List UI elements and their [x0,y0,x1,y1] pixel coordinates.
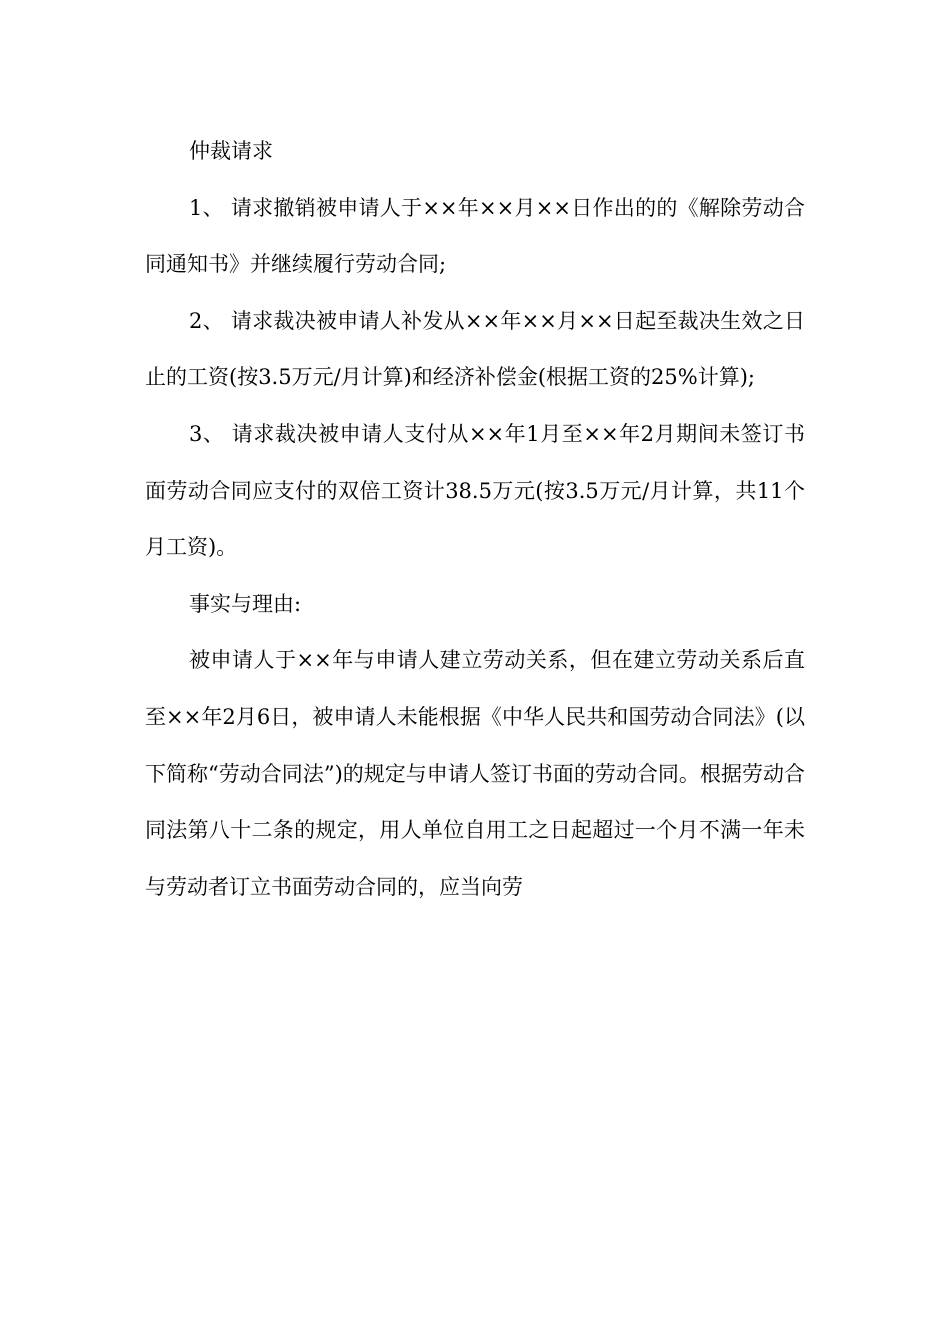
section-heading-arbitration-requests: 仲裁请求 [189,139,273,163]
document-body [145,123,805,915]
request-item-2: 2、 请求裁决被申请人补发从××年××月××日起至裁决生效之日止的工资(按3.5万元/月计算)和经济补偿金(根据工资的25%计算); [145,308,805,390]
request-item-3: 3、 请求裁决被申请人支付从××年1月至××年2月期间未签订书面劳动合同应支付的双倍工资计38.5万元(按3.5万元/月计算，共11个月工资)。 [145,421,805,560]
section-heading-facts-and-reasons: 事实与理由: [189,591,302,616]
facts-paragraph: 被申请人于××年与申请人建立劳动关系，但在建立劳动关系后直至××年2月6日，被申请人未能根据《中华人民共和国劳动合同法》(以下简称“劳动合同法”)的规定与申请人签订书面的劳动合同。根据劳动合同法第八十二条的规定，用人单位自用工之日起超过一个月不满一年未与劳动者订立书面劳动合同的，应当向劳 [145,648,805,899]
request-item-1: 1、 请求撤销被申请人于××年××月××日作出的的《解除劳动合同通知书》并继续履行劳动合同; [145,195,805,277]
